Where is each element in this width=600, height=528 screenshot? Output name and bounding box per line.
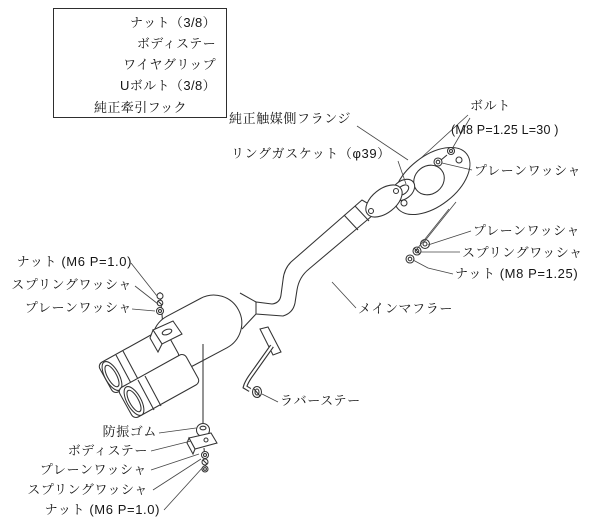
legend-wire-grip-label: ワイヤグリップ [123,57,216,72]
legend-u-bolt-label: Uボルト（3/8） [119,78,216,93]
plain-washer-upper-right-label: プレーンワッシャ [474,163,582,178]
body-stay-label: ボディステー [67,443,148,458]
rubber-stay-art [245,327,281,398]
spring-washer-right-label: スプリングワッシャ [462,245,583,260]
legend-box [53,8,227,118]
pipe-art [256,200,379,316]
nut-left-label: ナット (M6 P=1.0) [16,254,132,269]
spring-washer-bottom-label: スプリングワッシャ [27,482,148,497]
legend-nut-label: ナット（3/8） [129,15,216,30]
nut-right-label: ナット (M8 P=1.25) [455,266,579,281]
bolt-spec-label: (M8 P=1.25 L=30 ) [451,123,559,137]
plain-washer-right-label: プレーンワッシャ [473,223,581,238]
vibration-rubber-label: 防振ゴム [102,424,157,439]
legend-caption: 純正牽引フック [94,100,187,115]
legend-body-stay-label: ボディステー [136,36,216,51]
bolt-label: ボルト [470,98,511,113]
nut-bottom-label: ナット (M6 P=1.0) [44,502,160,517]
ring-gasket-label: リングガスケット（φ39） [231,146,391,161]
catalyst-flange-label: 純正触媒側フランジ [229,111,352,126]
plain-washer-left-label: プレーンワッシャ [24,300,132,315]
plain-washer-bottom-label: プレーンワッシャ [39,462,147,477]
rubber-stay-label: ラバーステー [280,393,361,408]
spring-washer-left-label: スプリングワッシャ [11,277,132,292]
main-muffler-label: メインマフラー [358,301,453,316]
